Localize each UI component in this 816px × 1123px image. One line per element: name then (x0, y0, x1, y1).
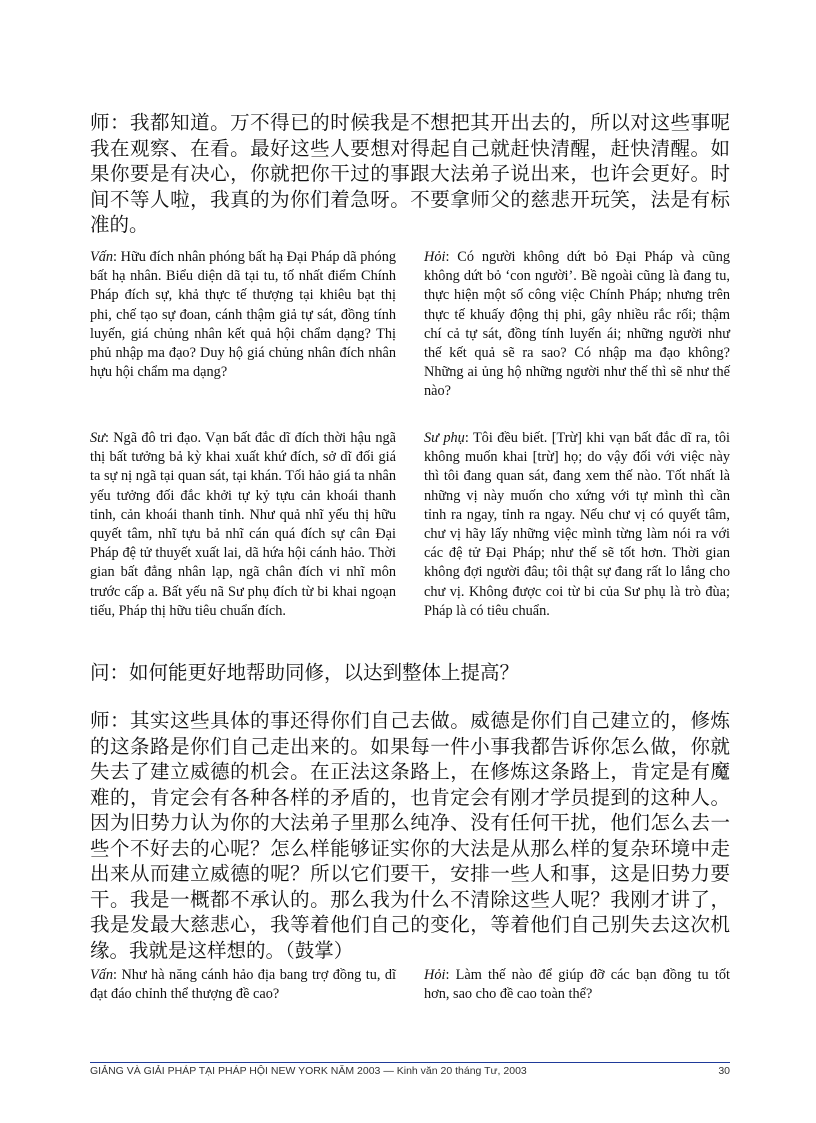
question-2-vietnamese-label: Hỏi (424, 967, 446, 983)
teacher-answer-chinese-2: 师：其实这些具体的事还得你们自己去做。威德是你们自己建立的，修炼的这条路是你们自己走出来的。如果每一件小事我都告诉你怎么做，你就失去了建立威德的机会。在正法这条路上，在修炼这条路上，肯定是有魔难的，肯定会有各种各样的矛盾的，也肯定会有刚才学员提到的这种人。因为旧势力认为你的大法弟子里那么纯净、没有任何干扰，他们怎么去一些个不好去的心呢？怎么样能够证实你的大法是从那么样的复杂环境中走出来从而建立威德的呢？所以它们要干，安排一些人和事，这是旧势力要干。我是一概都不承认的。那么我为什么不清除这些人呢？我刚才讲了，我是发最大慈悲心，我等着他们自己的变化，等着他们自己别失去这次机缘。我就是这样想的。（鼓掌） (90, 709, 730, 962)
question-1-vietnamese (424, 248, 730, 402)
footer-title: GIẢNG VÀ GIẢI PHÁP TẠI PHÁP HỘI NEW YORK NĂM 2003 — Kinh văn 20 tháng Tư, 2003 (90, 1065, 527, 1077)
answer-1-pinyin-text: : Ngã đô tri đạo. Vạn bất đắc dĩ đích thời hậu ngã thị bất tưởng bả kỳ khai xuất khứ đích, sở dĩ đối giá ta sự nị ngã tại quan sát, tại khán. Tối hảo giá ta nhân yếu tưởng đối đắc khởi tự kỷ tựu cản khoái thanh tỉnh, cản khoái thanh tỉnh. Như quả nhĩ yếu thị hữu quyết tâm, nhĩ tựu bả nhĩ cán quá đích sự cân Đại Pháp đệ tử thuyết xuất lai, dã hứa hội cánh hảo. Thời gian bất đẳng nhân lạp, ngã chân đích vi nhĩ môn trước cấp a. Bất yếu nã Sư phụ đích từ bi khai ngoạn tiếu, Pháp thị hữu tiêu chuẩn đích. (90, 430, 396, 619)
question-1-pinyin-text: : Hữu đích nhân phóng bất hạ Đại Pháp dã phóng bất hạ nhân. Biểu diện dã tại tu, tố nhất điểm Chính Pháp đích sự, khả thực tế thượng tại khiêu bạt thị phi, chế tạo sự đoan, cánh thậm giả tự sát, đồng tính luyến, giá chủng nhân kết quả hội chẩm dạng? Thị phủ nhập ma đạo? Duy hộ giá chủng nhân đích nhân hựu hội chẩm ma dạng? (90, 249, 396, 381)
question-1-pinyin-label: Vấn (90, 249, 114, 265)
question-2-block (90, 966, 730, 1004)
page-number: 30 (718, 1065, 730, 1077)
question-1-vietnamese-text: : Có người không dứt bỏ Đại Pháp và cũng không dứt bỏ ‘con người’. Bề ngoài cũng là đang tu, thực hiện một số công việc Chính Pháp; nhưng trên thực tế khuấy động thị phi, gây nhiều rắc rối; thậm chí cả tự sát, đồng tính luyến ái; những người như thế kết quả sẽ ra sao? Có nhập ma đạo không? Những ai ủng hộ những người như thế thì sẽ như thế nào? (424, 249, 730, 400)
teacher-answer-chinese-1: 师：我都知道。万不得已的时候我是不想把其开出去的，所以对这些事呢我在观察、在看。最好这些人要想对得起自己就赶快清醒，赶快清醒。如果你要是有决心，你就把你干过的事跟大法弟子说出来，也许会更好。时间不等人啦，我真的为你们着急呀。不要拿师父的慈悲开玩笑，法是有标准的。 (90, 111, 730, 236)
question-2-pinyin (90, 966, 396, 1004)
question-1-pinyin (90, 248, 396, 402)
question-2-pinyin-text: : Như hà năng cánh hảo địa bang trợ đồng tu, dĩ đạt đáo chỉnh thể thượng đề cao? (90, 967, 396, 1003)
question-1-block (90, 248, 730, 402)
answer-1-vietnamese-text: : Tôi đều biết. [Trừ] khi vạn bất đắc dĩ ra, tôi không muốn khai [trừ] họ; do vậy đối với việc này thì tôi đang quan sát, đang xem thế nào. Tốt nhất là những vị này muốn cho xứng với tự mình thì cần tỉnh ra ngay, tỉnh ra ngay. Nếu chư vị có quyết tâm, chư vị hãy lấy những việc mình từng làm nói ra với các đệ tử Đại Pháp; như thế sẽ tốt hơn. Thời gian không đợi người đâu; tôi thật sự đang rất lo lắng cho chư vị. Không được coi từ bi của Sư phụ là trò đùa; Pháp là có tiêu chuẩn. (424, 430, 730, 619)
answer-1-pinyin (90, 429, 396, 621)
answer-1-block (90, 429, 730, 621)
question-2-vietnamese-text: : Làm thế nào để giúp đỡ các bạn đồng tu tốt hơn, sao cho đề cao toàn thể? (424, 967, 730, 1003)
question-2-vietnamese (424, 966, 730, 1004)
answer-1-vietnamese-label: Sư phụ (424, 430, 465, 446)
page-footer (90, 1065, 730, 1077)
question-1-vietnamese-label: Hỏi (424, 249, 446, 265)
question-2-pinyin-label: Vấn (90, 967, 114, 983)
answer-1-vietnamese (424, 429, 730, 621)
answer-1-pinyin-label: Sư (90, 430, 105, 446)
question-2-chinese: 问：如何能更好地帮助同修，以达到整体上提高？ (90, 661, 520, 684)
footer-rule (90, 1062, 730, 1063)
